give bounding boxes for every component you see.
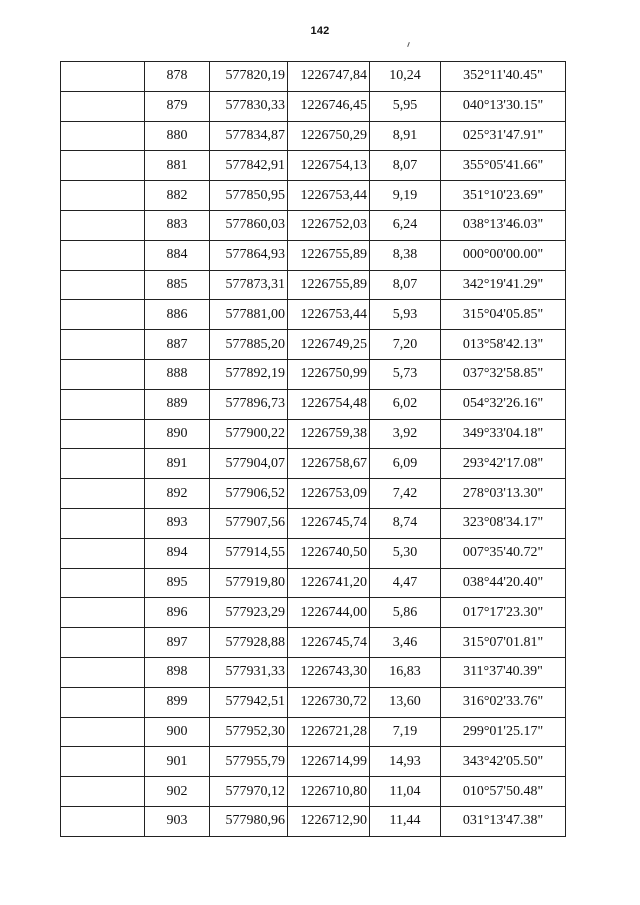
blank-cell [61,657,145,687]
direction-angle-cell: 315°04'05.85" [441,300,566,330]
x-coordinate-cell: 577919,80 [210,568,288,598]
y-coordinate-cell: 1226747,84 [288,62,370,92]
point-number-cell: 884 [145,240,210,270]
direction-angle-cell: 054°32'26.16" [441,389,566,419]
segment-length-cell: 8,07 [370,270,441,300]
y-coordinate-cell: 1226754,13 [288,151,370,181]
point-number-cell: 901 [145,747,210,777]
page-number: 142 [310,25,330,37]
table-row [61,62,566,92]
table-row [61,181,566,211]
segment-length-cell: 10,24 [370,62,441,92]
point-number-cell: 882 [145,181,210,211]
y-coordinate-cell: 1226745,74 [288,508,370,538]
point-number-cell: 899 [145,687,210,717]
blank-cell [61,538,145,568]
blank-cell [61,210,145,240]
point-number-cell: 890 [145,419,210,449]
x-coordinate-cell: 577850,95 [210,181,288,211]
y-coordinate-cell: 1226752,03 [288,210,370,240]
blank-cell [61,747,145,777]
x-coordinate-cell: 577906,52 [210,479,288,509]
table-row [61,359,566,389]
segment-length-cell: 8,07 [370,151,441,181]
table-row [61,419,566,449]
table-row [61,747,566,777]
table-row [61,270,566,300]
point-number-cell: 887 [145,330,210,360]
direction-angle-cell: 349°33'04.18" [441,419,566,449]
x-coordinate-cell: 577931,33 [210,657,288,687]
point-number-cell: 900 [145,717,210,747]
y-coordinate-cell: 1226754,48 [288,389,370,419]
segment-length-cell: 7,42 [370,479,441,509]
y-coordinate-cell: 1226753,09 [288,479,370,509]
direction-angle-cell: 351°10'23.69" [441,181,566,211]
direction-angle-cell: 017°17'23.30" [441,598,566,628]
blank-cell [61,359,145,389]
segment-length-cell: 3,92 [370,419,441,449]
point-number-cell: 898 [145,657,210,687]
blank-cell [61,270,145,300]
segment-length-cell: 16,83 [370,657,441,687]
table-row [61,777,566,807]
y-coordinate-cell: 1226755,89 [288,240,370,270]
table-row [61,717,566,747]
y-coordinate-cell: 1226744,00 [288,598,370,628]
scan-mark [407,42,410,47]
blank-cell [61,717,145,747]
y-coordinate-cell: 1226746,45 [288,91,370,121]
table-row [61,657,566,687]
direction-angle-cell: 342°19'41.29" [441,270,566,300]
point-number-cell: 880 [145,121,210,151]
direction-angle-cell: 311°37'40.39" [441,657,566,687]
y-coordinate-cell: 1226721,28 [288,717,370,747]
segment-length-cell: 8,91 [370,121,441,151]
direction-angle-cell: 040°13'30.15" [441,91,566,121]
direction-angle-cell: 013°58'42.13" [441,330,566,360]
point-number-cell: 902 [145,777,210,807]
point-number-cell: 892 [145,479,210,509]
point-number-cell: 893 [145,508,210,538]
segment-length-cell: 13,60 [370,687,441,717]
y-coordinate-cell: 1226714,99 [288,747,370,777]
direction-angle-cell: 038°44'20.40" [441,568,566,598]
segment-length-cell: 11,04 [370,777,441,807]
point-number-cell: 885 [145,270,210,300]
blank-cell [61,151,145,181]
table-row [61,330,566,360]
blank-cell [61,449,145,479]
blank-cell [61,777,145,807]
direction-angle-cell: 278°03'13.30" [441,479,566,509]
direction-angle-cell: 038°13'46.03" [441,210,566,240]
blank-cell [61,240,145,270]
x-coordinate-cell: 577834,87 [210,121,288,151]
direction-angle-cell: 293°42'17.08" [441,449,566,479]
x-coordinate-cell: 577928,88 [210,628,288,658]
segment-length-cell: 7,20 [370,330,441,360]
segment-length-cell: 7,19 [370,717,441,747]
x-coordinate-cell: 577904,07 [210,449,288,479]
blank-cell [61,62,145,92]
coordinates-table [60,61,566,837]
direction-angle-cell: 343°42'05.50" [441,747,566,777]
x-coordinate-cell: 577860,03 [210,210,288,240]
y-coordinate-cell: 1226743,30 [288,657,370,687]
segment-length-cell: 11,44 [370,806,441,836]
x-coordinate-cell: 577885,20 [210,330,288,360]
segment-length-cell: 6,24 [370,210,441,240]
blank-cell [61,598,145,628]
y-coordinate-cell: 1226759,38 [288,419,370,449]
coordinates-table-body [61,62,566,837]
segment-length-cell: 5,30 [370,538,441,568]
x-coordinate-cell: 577923,29 [210,598,288,628]
table-row [61,568,566,598]
segment-length-cell: 5,73 [370,359,441,389]
y-coordinate-cell: 1226753,44 [288,181,370,211]
direction-angle-cell: 299°01'25.17" [441,717,566,747]
blank-cell [61,389,145,419]
table-row [61,806,566,836]
point-number-cell: 896 [145,598,210,628]
table-row [61,598,566,628]
direction-angle-cell: 316°02'33.76" [441,687,566,717]
blank-cell [61,479,145,509]
y-coordinate-cell: 1226750,29 [288,121,370,151]
point-number-cell: 897 [145,628,210,658]
blank-cell [61,181,145,211]
point-number-cell: 881 [145,151,210,181]
point-number-cell: 888 [145,359,210,389]
blank-cell [61,806,145,836]
blank-cell [61,330,145,360]
x-coordinate-cell: 577892,19 [210,359,288,389]
x-coordinate-cell: 577830,33 [210,91,288,121]
blank-cell [61,419,145,449]
direction-angle-cell: 037°32'58.85" [441,359,566,389]
direction-angle-cell: 355°05'41.66" [441,151,566,181]
blank-cell [61,628,145,658]
segment-length-cell: 8,38 [370,240,441,270]
point-number-cell: 895 [145,568,210,598]
x-coordinate-cell: 577980,96 [210,806,288,836]
x-coordinate-cell: 577914,55 [210,538,288,568]
table-row [61,240,566,270]
x-coordinate-cell: 577955,79 [210,747,288,777]
segment-length-cell: 6,02 [370,389,441,419]
x-coordinate-cell: 577881,00 [210,300,288,330]
direction-angle-cell: 010°57'50.48" [441,777,566,807]
segment-length-cell: 5,95 [370,91,441,121]
blank-cell [61,300,145,330]
blank-cell [61,568,145,598]
segment-length-cell: 5,93 [370,300,441,330]
y-coordinate-cell: 1226712,90 [288,806,370,836]
point-number-cell: 883 [145,210,210,240]
y-coordinate-cell: 1226758,67 [288,449,370,479]
direction-angle-cell: 000°00'00.00" [441,240,566,270]
table-row [61,628,566,658]
table-row [61,91,566,121]
blank-cell [61,508,145,538]
y-coordinate-cell: 1226710,80 [288,777,370,807]
point-number-cell: 878 [145,62,210,92]
table-row [61,479,566,509]
table-row [61,151,566,181]
x-coordinate-cell: 577970,12 [210,777,288,807]
point-number-cell: 891 [145,449,210,479]
y-coordinate-cell: 1226740,50 [288,538,370,568]
segment-length-cell: 4,47 [370,568,441,598]
table-row [61,508,566,538]
table-row [61,389,566,419]
y-coordinate-cell: 1226750,99 [288,359,370,389]
point-number-cell: 889 [145,389,210,419]
y-coordinate-cell: 1226730,72 [288,687,370,717]
table-row [61,687,566,717]
x-coordinate-cell: 577896,73 [210,389,288,419]
y-coordinate-cell: 1226745,74 [288,628,370,658]
y-coordinate-cell: 1226753,44 [288,300,370,330]
x-coordinate-cell: 577873,31 [210,270,288,300]
x-coordinate-cell: 577820,19 [210,62,288,92]
point-number-cell: 894 [145,538,210,568]
x-coordinate-cell: 577842,91 [210,151,288,181]
table-row [61,121,566,151]
table-row [61,210,566,240]
y-coordinate-cell: 1226741,20 [288,568,370,598]
table-row [61,449,566,479]
x-coordinate-cell: 577907,56 [210,508,288,538]
direction-angle-cell: 031°13'47.38" [441,806,566,836]
point-number-cell: 886 [145,300,210,330]
segment-length-cell: 8,74 [370,508,441,538]
table-row [61,300,566,330]
point-number-cell: 879 [145,91,210,121]
x-coordinate-cell: 577952,30 [210,717,288,747]
point-number-cell: 903 [145,806,210,836]
blank-cell [61,121,145,151]
segment-length-cell: 9,19 [370,181,441,211]
y-coordinate-cell: 1226755,89 [288,270,370,300]
segment-length-cell: 5,86 [370,598,441,628]
direction-angle-cell: 007°35'40.72" [441,538,566,568]
y-coordinate-cell: 1226749,25 [288,330,370,360]
table-row [61,538,566,568]
direction-angle-cell: 025°31'47.91" [441,121,566,151]
x-coordinate-cell: 577942,51 [210,687,288,717]
x-coordinate-cell: 577900,22 [210,419,288,449]
x-coordinate-cell: 577864,93 [210,240,288,270]
direction-angle-cell: 323°08'34.17" [441,508,566,538]
segment-length-cell: 14,93 [370,747,441,777]
segment-length-cell: 6,09 [370,449,441,479]
blank-cell [61,687,145,717]
direction-angle-cell: 352°11'40.45" [441,62,566,92]
blank-cell [61,91,145,121]
direction-angle-cell: 315°07'01.81" [441,628,566,658]
segment-length-cell: 3,46 [370,628,441,658]
